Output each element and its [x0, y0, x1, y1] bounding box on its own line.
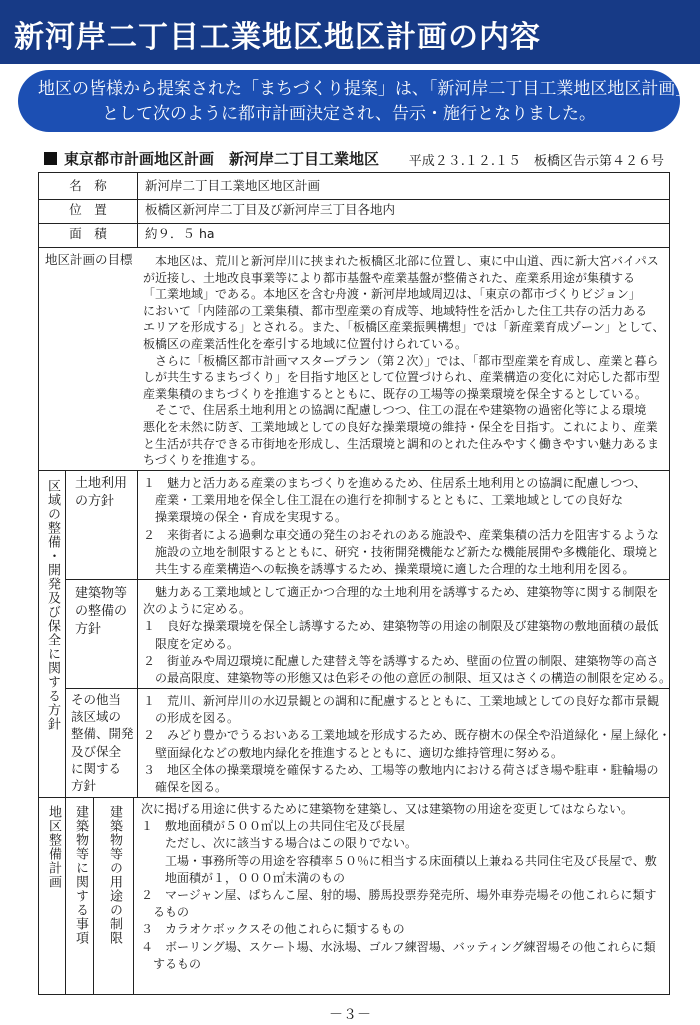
text-line: が近接し、土地改良事業等により都市基盤や産業基盤が整備された、産業系用途が集積する — [143, 270, 636, 285]
label-line: 方針 — [71, 778, 97, 794]
label-line: 建築物等 — [75, 586, 128, 601]
intro-line: として次のように都市計画決定され、告示・施行となりました。 — [101, 104, 597, 124]
name-value: 新河岸二丁目工業地区地区計画 — [145, 178, 321, 193]
label-line: 及び保全 — [71, 743, 122, 759]
label-line: 該区域の — [71, 709, 122, 725]
text-line: そこで、住居系土地利用との協調に配慮しつつ、住工の混在や建築物の過密化等による環境 — [143, 403, 647, 418]
land-use-text — [143, 475, 659, 578]
text-line: ４ ボーリング場、スケート場、水泳場、ゴルフ練習場、バッティング練習場その他これらに類 — [141, 939, 656, 954]
goal-text — [143, 253, 665, 469]
label-line: に関する — [71, 760, 122, 776]
intro-line: 地区の皆様から提案された「まちづくり提案」は、「新河岸二丁目工業地区地区計画」 — [38, 79, 693, 99]
location-label: 位 置 — [69, 202, 107, 217]
text-line: しが共生するまちづくり」を目指す地区として位置づけられ、産業構造の変化に対応した都市型 — [143, 370, 660, 385]
text-line: さらに「板橋区都市計画マスタープラン（第２次）」では、「都市型産業を育成し、産業と暮ら — [143, 353, 659, 368]
district-buildings-label: 建築物等に関する事項 — [73, 805, 88, 945]
text-line: 次に掲げる用途に供するために建築物を建築し、又は建築物の用途を変更してはならない。 — [141, 802, 634, 816]
policy-side-label: 区域の整備・開発及び保全に関する方針 — [45, 479, 60, 731]
intro-bubble — [18, 70, 693, 132]
text-line: 地面積が１，０００㎡未満のもの — [141, 870, 346, 885]
plan-title: 東京都市計画地区計画 新河岸二丁目工業地区 — [64, 150, 380, 168]
other-policy-text — [143, 693, 671, 796]
text-line: １ 敷地面積が５００㎡以上の共同住宅及び長屋 — [141, 819, 406, 834]
text-line: 産業集積のまちづくりを推進するとともに、既存の工場等の操業環境を保全するとしている。 — [143, 386, 647, 401]
name-label: 名 称 — [69, 178, 107, 193]
text-line: 工場・事務所等の用途を容積率５０％に相当する床面積以上兼ねる共同住宅及び長屋で、敷 — [141, 853, 657, 868]
text-line: １ 良好な操業環境を保全し誘導するため、建築物等の用途の制限及び建築物の敷地面積の最低 — [143, 619, 659, 634]
row-divider — [39, 199, 669, 200]
text-line: するもの — [141, 956, 202, 971]
text-line: 魅力ある工業地域として適正かつ合理的な土地利用を誘導するため、建築物等に関する制限を — [143, 585, 659, 599]
goal-label: 地区計画の目標 — [45, 252, 133, 267]
plan-table — [38, 172, 670, 995]
text-line: 産業・工業用地を保全し住工混在の進行を抑制するとともに、工業地域としての良好な — [143, 493, 624, 508]
text-line: 操業環境の保全・育成を実現する。 — [143, 510, 348, 525]
text-line: るもの — [141, 905, 190, 920]
column-divider — [133, 797, 134, 995]
text-line: の最高限度、建築物等の形態又は色彩その他の意匠の制限、垣又はさくの構造の制限を定める。 — [143, 671, 672, 686]
text-line: 確保を図る。 — [143, 780, 228, 795]
use-restriction-text — [141, 801, 657, 973]
text-line: ２ みどり豊かでうるおいある工業地域を形成するため、既存樹木の保全や沿道緑化・屋上緑化・ — [143, 728, 671, 743]
text-line: ３ 地区全体の操業環境を確保するため、工場等の敷地内における荷さばき場や駐車・駐輪場の — [143, 762, 659, 777]
building-policy-label — [75, 585, 127, 639]
other-policy-label — [71, 691, 134, 794]
plan-heading — [44, 148, 674, 170]
text-line: の形成を図る。 — [143, 711, 240, 726]
label-line: の整備の — [75, 604, 128, 619]
page-number: －３－ — [329, 1007, 371, 1023]
column-divider — [137, 173, 138, 247]
text-line: 本地区は、荒川と新河岸川に挟まれた板橋区北部に位置し、東に中山道、西に新大宮バイパス — [143, 254, 659, 268]
header-band — [0, 0, 700, 64]
label-line: 土地利用 — [75, 476, 128, 491]
land-use-label — [75, 475, 127, 511]
text-line: ２ 来街者による過剰な車交通の発生のおそれのある施設や、産業集積の活力を阻害するような — [143, 527, 659, 542]
text-line: 限度を定める。 — [143, 636, 240, 651]
location-value: 板橋区新河岸二丁目及び新河岸三丁目各地内 — [145, 202, 396, 217]
text-line: 壁面緑化などの敷地内緑化を推進するとともに、適切な維持管理に努める。 — [143, 745, 564, 760]
page-title: 新河岸二丁目工業地区地区計画の内容 — [14, 20, 541, 55]
area-value: 約９．５ ha — [145, 226, 215, 241]
row-divider — [39, 470, 669, 471]
label-line: の方針 — [75, 494, 115, 509]
text-line: と生活が共存できる市街地を形成し、生活環境と調和のとれた住みやすく働きやすい魅力あるま — [143, 436, 660, 451]
text-line: 悪化を未然に防ぎ、工業地域としての良好な操業環境の維持・保全を目指す。これにより、産業 — [143, 419, 658, 434]
text-line: ちづくりを推進する。 — [143, 453, 263, 468]
text-line: 「工業地域」である。本地区を含む舟渡・新河岸地域周辺は、「東京の都市づくりビジョン」 — [143, 287, 641, 302]
text-line: ２ 街並みや周辺環境に配慮した建替え等を誘導するため、壁面の位置の制限、建築物等の高さ — [143, 653, 659, 668]
text-line: 次のように定める。 — [143, 602, 252, 617]
column-divider — [93, 797, 94, 995]
text-line: 板橋区の産業活性化を牽引する地域に位置付けられている。 — [143, 336, 468, 351]
row-divider — [39, 223, 669, 224]
label-line: その他当 — [71, 692, 122, 707]
text-line: 施設の立地を制限するとともに、研究・技術開発機能など新たな機能展開や多機能化、環境と — [143, 544, 660, 559]
area-label: 面 積 — [69, 226, 107, 241]
text-line: ２ マージャン屋、ぱちんこ屋、射的場、勝馬投票券発売所、場外車券売場その他これらに類す — [141, 888, 657, 903]
text-line: エリアを形成する」とされる。また、「板橋区産業振興構想」では「新産業育成ゾーン」として、 — [143, 320, 665, 335]
use-restriction-label: 建築物等の用途の制限 — [107, 805, 122, 945]
column-divider — [137, 470, 138, 797]
text-line: １ 荒川、新河岸川の水辺景観との調和に配慮するとともに、工業地域としての良好な都市景観 — [143, 694, 660, 708]
text-line: 共生する産業構造への転換を誘導するため、操業環境に適した合理的な土地利用を図る。 — [143, 562, 635, 577]
row-divider — [39, 247, 669, 248]
row-divider — [65, 688, 669, 689]
building-policy-text — [143, 584, 671, 687]
text-line: において「内陸部の工業集積、都市型産業の育成等、地域特性を活かした住工共存の活力ある — [143, 303, 648, 318]
plan-notice: 平成２３.１２.１５ 板橋区告示第４２６号 — [408, 154, 664, 169]
district-side-label: 地区整備計画 — [46, 805, 61, 889]
text-line: ３ カラオケボックスその他これらに類するもの — [141, 922, 405, 937]
text-line: １ 魅力と活力ある産業のまちづくりを進めるため、住居系土地利用との協調に配慮しつつ、 — [143, 476, 646, 490]
label-line: 方針 — [75, 622, 102, 637]
square-bullet-icon — [44, 152, 57, 165]
column-divider — [65, 470, 66, 995]
label-line: 整備、開発 — [71, 726, 134, 742]
text-line: ただし、次に該当する場合はこの限りでない。 — [141, 836, 418, 851]
row-divider — [65, 579, 669, 580]
